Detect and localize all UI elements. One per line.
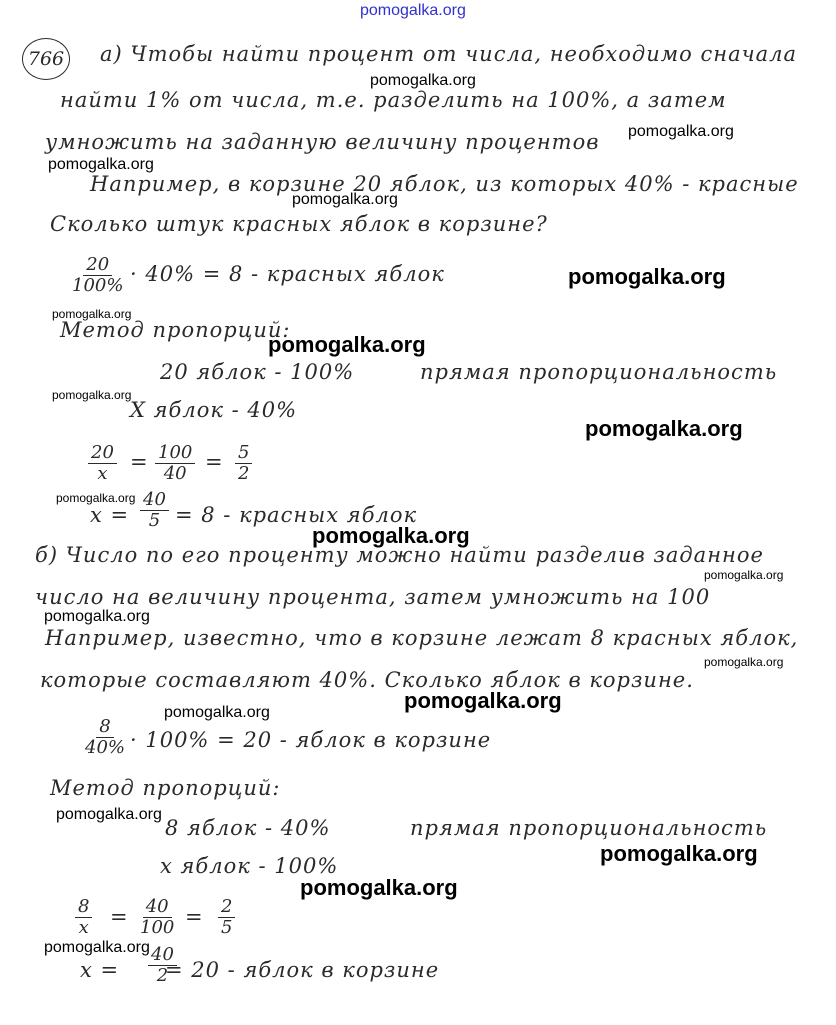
watermark: pomogalka.org [300,875,458,900]
fraction [155,443,195,484]
handwritten-line: Метод пропорций: [60,318,291,342]
denominator: 40 [163,463,187,484]
handwritten-line: умножить на заданную величину процентов [45,130,600,154]
handwritten-line: число на величину процента, затем умножить на 100 [35,585,711,609]
handwritten-line: которые составляют 40%. Сколько яблок в корзине. [40,668,694,692]
fraction [140,897,174,938]
fraction [72,255,123,296]
handwritten-line: прямая пропорциональность [410,816,768,840]
watermark: pomogalka.org [600,841,758,866]
watermark: pomogalka.org [704,568,784,582]
watermark: pomogalka.org [56,806,162,823]
handwritten-line: · 100% = 20 - яблок в корзине [130,728,492,752]
handwritten-line: найти 1% от числа, т.е. разделить на 100%, а затем [60,88,727,112]
handwritten-line: прямая пропорциональность [420,360,778,384]
handwritten-line: 20 яблок - 100% [160,360,355,384]
watermark: pomogalka.org [44,939,150,956]
handwritten-line: Например, в корзине 20 яблок, из которых 40% - красные [90,172,799,196]
fraction [148,945,177,986]
watermark: pomogalka.org [585,416,743,441]
handwritten-line: Метод пропорций: [50,776,281,800]
fraction [88,443,117,484]
handwritten-line: = [185,905,204,929]
fraction [75,897,92,938]
handwritten-line: · 40% = 8 - красных яблок [130,262,445,286]
handwritten-line: x = [90,503,130,527]
handwritten-line: Сколько штук красных яблок в корзине? [50,212,548,236]
fraction [218,897,235,938]
watermark: pomogalka.org [164,704,270,721]
numerator: 8 [96,717,113,738]
numerator: 40 [148,945,177,966]
numerator: 20 [83,255,112,276]
denominator: 100% [72,275,124,296]
denominator: 40% [85,737,126,758]
site-link[interactable]: pomogalka.org [360,2,466,19]
fraction [140,490,169,531]
denominator: 100 [140,917,175,938]
handwritten-line: = [110,905,129,929]
handwritten-line: = 20 - яблок в корзине [165,958,440,982]
denominator: 2 [156,965,169,986]
handwritten-line: х яблок - 100% [160,854,339,878]
fraction [85,717,125,758]
numerator: 40 [143,897,172,918]
handwritten-line: 8 яблок - 40% [165,816,331,840]
handwritten-line: Например, известно, что в корзине лежат 8 красных яблок, [45,626,799,650]
handwritten-line: = 8 - красных яблок [175,503,418,527]
handwritten-line: б) Число по его проценту можно найти разделив заданное [35,543,764,567]
numerator: 40 [140,490,169,511]
handwritten-line: x = [80,958,120,982]
numerator: 8 [75,897,92,918]
denominator: 5 [148,510,161,531]
watermark: pomogalka.org [292,191,398,208]
numerator: 100 [155,443,195,464]
denominator: x [97,463,108,484]
handwritten-line: а) Чтобы найти процент от числа, необходимо сначала [100,42,798,66]
numerator: 5 [235,443,252,464]
watermark: pomogalka.org [44,608,150,625]
watermark: pomogalka.org [312,523,470,548]
fraction [235,443,252,484]
watermark: pomogalka.org [268,332,426,357]
handwritten-line: X яблок - 40% [130,398,298,422]
problem-number: 766 [22,38,70,80]
watermark: pomogalka.org [52,388,132,402]
denominator: 2 [238,463,250,484]
watermark: pomogalka.org [404,688,562,713]
denominator: x [78,917,89,938]
watermark: pomogalka.org [628,123,734,140]
watermark: pomogalka.org [370,72,476,89]
watermark: pomogalka.org [48,156,154,173]
numerator: 2 [218,897,235,918]
watermark: pomogalka.org [52,307,132,321]
denominator: 5 [221,917,233,938]
watermark: pomogalka.org [704,655,784,669]
handwritten-line: = [130,450,149,474]
watermark: pomogalka.org [56,491,136,505]
watermark: pomogalka.org [568,264,726,289]
numerator: 20 [88,443,117,464]
handwritten-line: = [205,450,224,474]
